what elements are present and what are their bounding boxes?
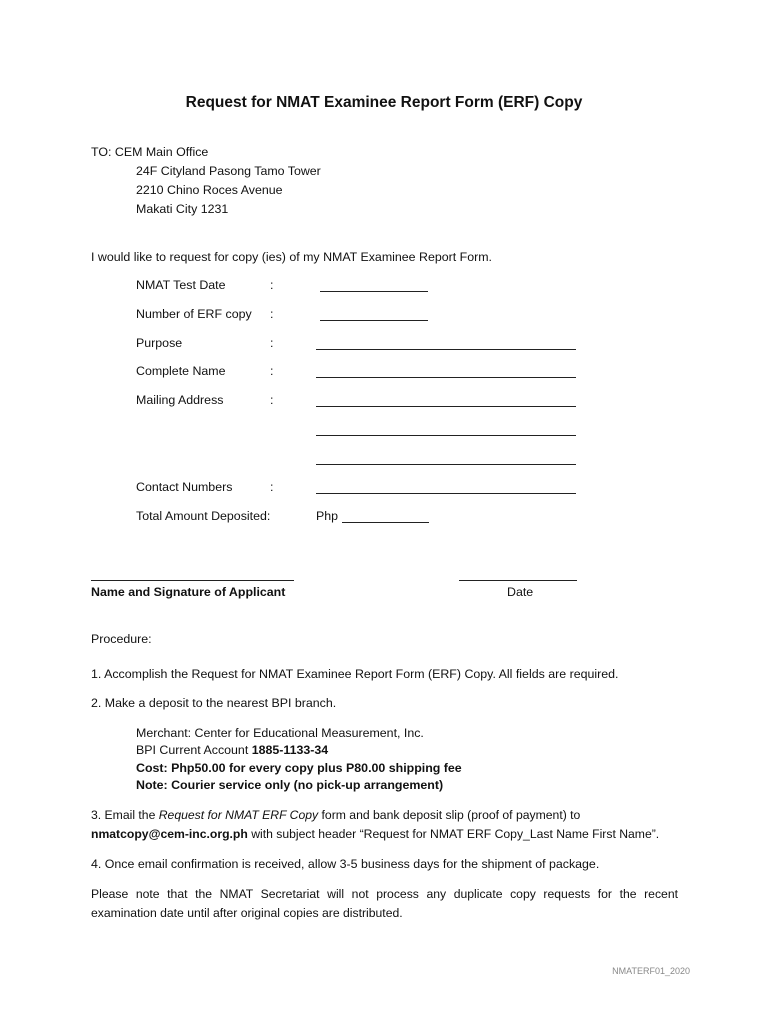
intro-text: I would like to request for copy (ies) of my NMAT Examinee Report Form. bbox=[91, 250, 492, 264]
account-prefix: BPI Current Account bbox=[136, 743, 252, 757]
procedure-heading: Procedure: bbox=[91, 632, 152, 646]
total-amount-field[interactable] bbox=[342, 522, 429, 523]
erf-copies-field[interactable] bbox=[320, 320, 428, 321]
form-code: NMATERF01_2020 bbox=[612, 966, 690, 976]
address-line-2: 2210 Chino Roces Avenue bbox=[136, 183, 283, 197]
field-colon: : bbox=[270, 364, 274, 378]
procedure-step-3 bbox=[91, 806, 678, 844]
merchant-text: Merchant: Center for Educational Measurement, Inc. bbox=[136, 726, 424, 740]
account-number: 1885-1133-34 bbox=[251, 743, 329, 757]
address-to: TO: CEM Main Office bbox=[91, 145, 209, 159]
field-label-mailing-address: Mailing Address bbox=[136, 393, 224, 407]
mailing-address-field-3[interactable] bbox=[316, 464, 576, 465]
procedure-step-1: 1. Accomplish the Request for NMAT Examinee Report Form (ERF) Copy. All fields are required. bbox=[91, 667, 619, 681]
account-line bbox=[136, 743, 328, 757]
field-colon: : bbox=[270, 307, 274, 321]
procedure-step-2: 2. Make a deposit to the nearest BPI branch. bbox=[91, 696, 337, 710]
field-label-complete-name: Complete Name bbox=[136, 364, 226, 378]
signature-line[interactable] bbox=[91, 580, 294, 581]
field-label-test-date: NMAT Test Date bbox=[136, 278, 226, 292]
mailing-address-field-2[interactable] bbox=[316, 435, 576, 436]
complete-name-field[interactable] bbox=[316, 377, 576, 378]
step3-text-c: with subject header “Request for NMAT ERF Copy_Last Name First Name”. bbox=[247, 827, 660, 841]
currency-label: Php bbox=[316, 509, 339, 523]
step3-form-name: Request for NMAT ERF Copy bbox=[158, 808, 319, 822]
date-line[interactable] bbox=[459, 580, 577, 581]
signature-label: Name and Signature of Applicant bbox=[91, 585, 286, 599]
date-label: Date bbox=[507, 585, 534, 599]
email-link[interactable]: nmatcopy@cem-inc.org.ph bbox=[91, 827, 248, 841]
contact-numbers-field[interactable] bbox=[316, 493, 576, 494]
mailing-address-field-1[interactable] bbox=[316, 406, 576, 407]
form-title: Request for NMAT Examinee Report Form (ERF) Copy bbox=[185, 94, 583, 111]
test-date-field[interactable] bbox=[320, 291, 428, 292]
field-label-purpose: Purpose bbox=[136, 336, 183, 350]
field-colon: : bbox=[270, 480, 274, 494]
field-colon: : bbox=[270, 393, 274, 407]
purpose-field[interactable] bbox=[316, 349, 576, 350]
field-colon: : bbox=[270, 278, 274, 292]
address-line-3: Makati City 1231 bbox=[136, 202, 229, 216]
address-line-1: 24F Cityland Pasong Tamo Tower bbox=[136, 164, 321, 178]
step3-text-a: 3. Email the bbox=[91, 808, 159, 822]
cost-text: Cost: Php50.00 for every copy plus P80.00 shipping fee bbox=[136, 761, 462, 775]
field-colon: : bbox=[270, 336, 274, 350]
courier-note: Note: Courier service only (no pick-up arrangement) bbox=[136, 778, 444, 792]
field-label-contact-numbers: Contact Numbers bbox=[136, 480, 233, 494]
procedure-step-4: 4. Once email confirmation is received, allow 3-5 business days for the shipment of package. bbox=[91, 857, 600, 871]
step3-text-b: form and bank deposit slip (proof of payment) to bbox=[318, 808, 581, 822]
field-label-erf-copies: Number of ERF copy bbox=[136, 307, 252, 321]
secretariat-note: Please note that the NMAT Secretariat will not process any duplicate copy requests for the recent examination date until after original copies are distributed. bbox=[91, 887, 678, 920]
field-label-total-amount: Total Amount Deposited: bbox=[136, 509, 271, 523]
